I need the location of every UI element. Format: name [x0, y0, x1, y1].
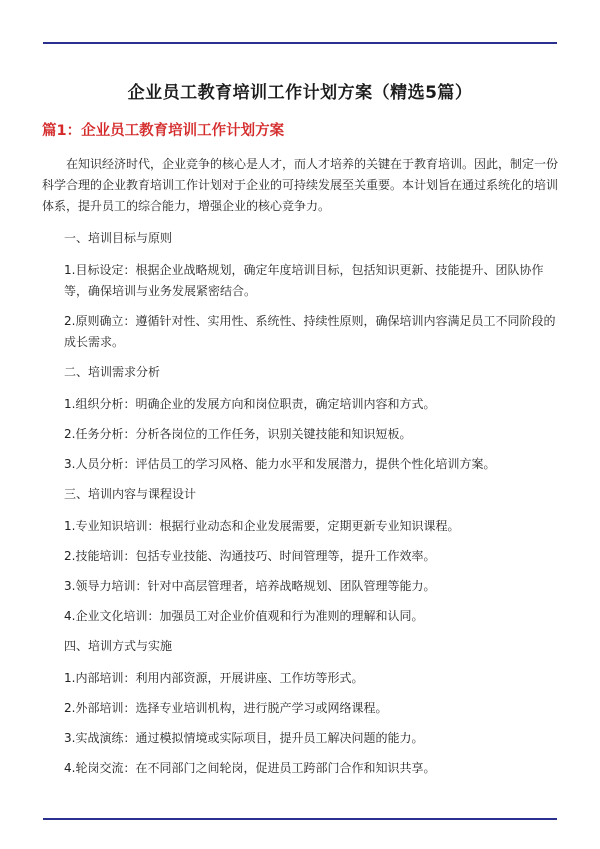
list-item: 4.轮岗交流：在不同部门之间轮岗，促进员工跨部门合作和知识共享。: [64, 761, 436, 775]
list-item: 2.原则确立：遵循针对性、实用性、系统性、持续性原则，确保培训内容满足员工不同阶段的成长需求。: [64, 314, 556, 349]
heading-content: 三、培训内容与课程设计: [64, 487, 197, 501]
list-item: 3.领导力培训：针对中高层管理者，培养战略规划、团队管理等能力。: [64, 579, 436, 593]
list-item: 4.企业文化培训：加强员工对企业价值观和行为准则的理解和认同。: [64, 609, 424, 623]
heading-needs: 二、培训需求分析: [64, 365, 161, 379]
list-item: 1.内部培训：利用内部资源，开展讲座、工作坊等形式。: [64, 671, 364, 685]
heading-goals: 一、培训目标与原则: [64, 231, 173, 245]
list-item: 1.目标设定：根据企业战略规划，确定年度培训目标，包括知识更新、技能提升、团队协作等，确保培训与业务发展紧密结合。: [64, 263, 544, 298]
list-item: 1.专业知识培训：根据行业动态和企业发展需要，定期更新专业知识课程。: [64, 519, 460, 533]
list-item: 2.外部培训：选择专业培训机构，进行脱产学习或网络课程。: [64, 701, 388, 715]
list-item: 2.技能培训：包括专业技能、沟通技巧、时间管理等，提升工作效率。: [64, 549, 436, 563]
section-title: 篇1：企业员工教育培训工作计划方案: [42, 123, 285, 139]
document-body: [42, 78, 558, 788]
top-rule: [43, 42, 557, 44]
intro-paragraph: 在知识经济时代，企业竞争的核心是人才，而人才培养的关键在于教育培训。因此，制定一份科学合理的企业教育培训工作计划对于企业的可持续发展至关重要。本计划旨在通过系统化的培训体系，提升员工的综合能力，增强企业的核心竞争力。: [42, 157, 559, 213]
list-item: 3.人员分析：评估员工的学习风格、能力水平和发展潜力，提供个性化培训方案。: [64, 457, 496, 471]
list-item: 2.任务分析：分析各岗位的工作任务，识别关键技能和知识短板。: [64, 427, 412, 441]
heading-methods: 四、培训方式与实施: [64, 639, 173, 653]
document-title: 企业员工教育培训工作计划方案（精选5篇）: [127, 83, 473, 103]
list-item: 3.实战演练：通过模拟情境或实际项目，提升员工解决问题的能力。: [64, 731, 424, 745]
bottom-rule: [43, 818, 557, 820]
list-item: 1.组织分析：明确企业的发展方向和岗位职责，确定培训内容和方式。: [64, 397, 436, 411]
